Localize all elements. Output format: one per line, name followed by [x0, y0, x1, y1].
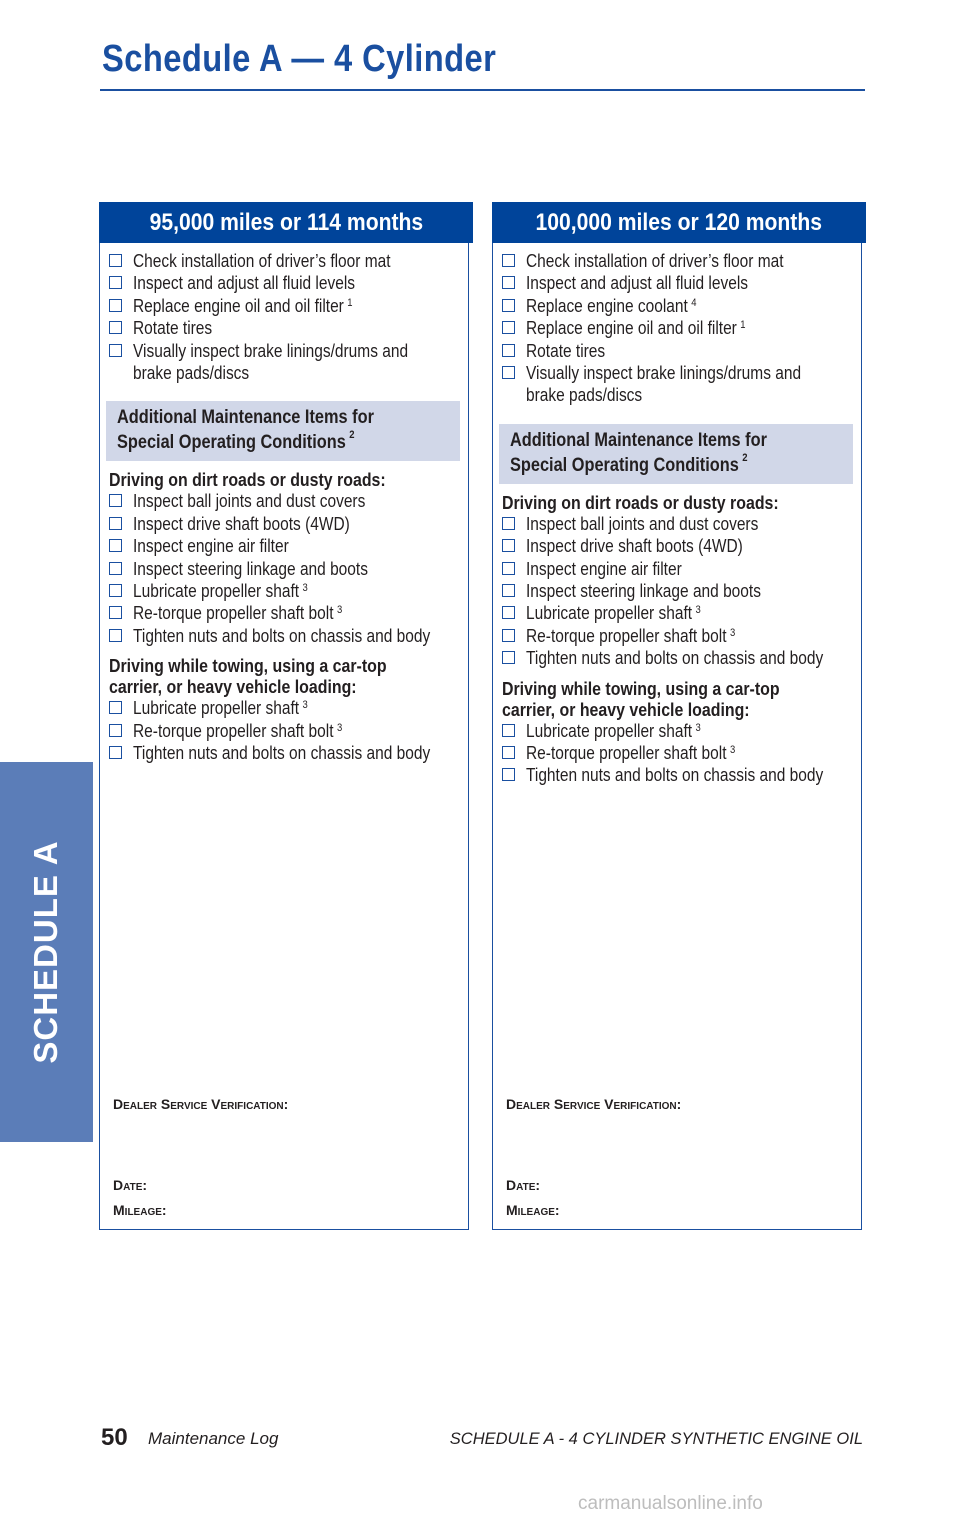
checkbox[interactable]	[502, 768, 515, 781]
checkbox[interactable]	[109, 276, 122, 289]
title-divider	[100, 89, 865, 91]
checkbox[interactable]	[502, 629, 515, 642]
footnote-marker: 4	[691, 296, 697, 309]
checklist-item-label: Rotate tires	[133, 318, 213, 339]
additional-items-panel	[106, 401, 460, 461]
service-column-2	[492, 202, 862, 1230]
checkbox[interactable]	[109, 517, 122, 530]
checklist-item-label: Lubricate propeller shaft $^3$	[526, 720, 701, 741]
checklist-item	[499, 580, 857, 602]
checklist-item	[106, 250, 464, 272]
checklist-item	[106, 625, 464, 647]
additional-items-subheading: Special Operating Conditions $^2$	[117, 429, 355, 454]
towing-heading: Driving while towing, using a car-top carrier, or heavy vehicle loading:	[502, 677, 780, 720]
additional-items-heading: Additional Maintenance Items for	[117, 407, 374, 429]
checklist-item-label: Inspect engine air filter	[133, 536, 289, 557]
dirt-roads-section	[499, 492, 857, 670]
checklist-item-label: Inspect drive shaft boots (4WD)	[526, 536, 743, 557]
checklist-item	[499, 602, 857, 624]
towing-heading: Driving while towing, using a car-top carrier, or heavy vehicle loading:	[109, 655, 387, 698]
checkbox[interactable]	[502, 321, 515, 334]
dealer-verification-label: Dealer Service Verification:	[113, 1096, 289, 1112]
watermark: carmanualsonline.info	[578, 1493, 763, 1514]
page-number: 50	[101, 1424, 128, 1451]
checkbox[interactable]	[502, 562, 515, 575]
date-label: Date:	[113, 1177, 148, 1193]
checklist-item-label-cont: brake pads/discs	[526, 385, 643, 406]
footnote-marker: 3	[336, 721, 343, 734]
checkbox[interactable]	[109, 724, 122, 737]
dealer-verification-label: Dealer Service Verification:	[506, 1096, 682, 1112]
checklist-item	[106, 697, 464, 719]
checklist-item-label: Lubricate propeller shaft $^3$	[526, 603, 701, 624]
checklist-item-label: Re-torque propeller shaft bolt $^3$	[526, 743, 736, 763]
checklist-item	[499, 340, 857, 362]
checkbox[interactable]	[109, 254, 122, 267]
checkbox[interactable]	[502, 539, 515, 552]
maintenance-list	[106, 250, 464, 384]
footnote-marker: 2	[349, 429, 355, 442]
checklist-item-label: Visually inspect brake linings/drums and	[133, 340, 409, 361]
footer-section-label: Maintenance Log	[148, 1429, 279, 1448]
checkbox[interactable]	[109, 701, 122, 714]
checklist-item	[499, 742, 857, 764]
checkbox[interactable]	[502, 746, 515, 759]
towing-section	[499, 678, 857, 787]
checklist-item	[499, 535, 857, 557]
checkbox[interactable]	[502, 344, 515, 357]
checklist-item-label: Replace engine oil and oil filter $^1$	[133, 295, 353, 316]
checklist-item	[106, 317, 464, 339]
checklist-item-label: Replace engine coolant $^4$	[526, 295, 697, 316]
checklist-item-label: Tighten nuts and bolts on chassis and body	[133, 625, 431, 646]
checklist-item	[106, 602, 464, 624]
checkbox[interactable]	[502, 724, 515, 737]
footnote-marker: 3	[729, 744, 736, 756]
checklist-item-label: Re-torque propeller shaft bolt $^3$	[133, 720, 343, 741]
checklist-item-label: Inspect engine air filter	[526, 558, 682, 579]
side-tab-label: SCHEDULE A	[27, 840, 64, 1064]
checklist-item	[499, 625, 857, 647]
checklist-item-label: Re-torque propeller shaft bolt $^3$	[526, 625, 736, 646]
footnote-marker: 3	[302, 699, 308, 712]
interval-header	[492, 202, 866, 243]
mileage-label: Mileage:	[113, 1202, 167, 1218]
checkbox[interactable]	[109, 344, 122, 357]
additional-items-panel	[499, 424, 853, 484]
checklist-item	[499, 764, 857, 786]
dirt-roads-heading: Driving on dirt roads or dusty roads:	[502, 491, 779, 513]
checklist-item-label: Rotate tires	[526, 340, 606, 361]
checklist-item-label: Tighten nuts and bolts on chassis and body	[526, 648, 824, 669]
footnote-marker: 3	[729, 626, 736, 639]
checkbox[interactable]	[109, 321, 122, 334]
checklist-item	[106, 272, 464, 294]
checklist-item	[106, 490, 464, 512]
service-column-1	[99, 202, 469, 1230]
maintenance-list	[499, 250, 857, 407]
checklist-item	[499, 295, 857, 317]
checklist-item-label: Check installation of driver’s floor mat	[526, 251, 784, 271]
footnote-marker: 3	[695, 721, 701, 734]
checklist-item	[499, 250, 857, 272]
checkbox[interactable]	[502, 651, 515, 664]
footnote-marker: 3	[302, 582, 308, 595]
additional-items-subheading: Special Operating Conditions $^2$	[510, 451, 748, 476]
checklist-item	[499, 362, 857, 407]
checkbox[interactable]	[109, 539, 122, 552]
checklist-item-label: Inspect and adjust all fluid levels	[526, 273, 749, 294]
additional-items-heading: Additional Maintenance Items for	[510, 429, 767, 451]
checklist-item-label-cont: brake pads/discs	[133, 363, 250, 384]
checklist-item-label: Tighten nuts and bolts on chassis and body	[133, 743, 431, 763]
checklist-item	[106, 535, 464, 557]
checklist-item	[106, 558, 464, 580]
checklist-item-label: Inspect ball joints and dust covers	[133, 491, 366, 512]
interval-header	[99, 202, 473, 243]
checklist-item-label: Inspect ball joints and dust covers	[526, 513, 759, 534]
checklist-item	[499, 317, 857, 339]
checklist-item-label: Inspect steering linkage and boots	[526, 581, 761, 602]
footnote-marker: 2	[742, 451, 748, 464]
checklist-item	[499, 272, 857, 294]
footer-schedule-label: SCHEDULE A - 4 CYLINDER SYNTHETIC ENGINE OIL	[449, 1430, 863, 1448]
checkbox[interactable]	[109, 494, 122, 507]
checkbox[interactable]	[502, 584, 515, 597]
interval-header-label: 95,000 miles or 114 months	[149, 209, 423, 236]
checklist-item	[106, 295, 464, 317]
checkbox[interactable]	[502, 606, 515, 619]
checklist-item	[106, 580, 464, 602]
checklist-item	[499, 513, 857, 535]
checklist-item	[106, 513, 464, 535]
side-tab	[0, 762, 93, 1142]
checkbox[interactable]	[502, 276, 515, 289]
checklist-item-label: Visually inspect brake linings/drums and	[526, 363, 802, 384]
checklist-item	[106, 720, 464, 742]
checklist-item-label: Inspect drive shaft boots (4WD)	[133, 513, 350, 534]
checkbox[interactable]	[502, 299, 515, 312]
checklist-item	[499, 558, 857, 580]
checkbox[interactable]	[109, 562, 122, 575]
checkbox[interactable]	[109, 606, 122, 619]
checklist-item	[106, 340, 464, 385]
checkbox[interactable]	[502, 366, 515, 379]
checkbox[interactable]	[502, 517, 515, 530]
checkbox[interactable]	[109, 299, 122, 312]
checklist-item-label: Tighten nuts and bolts on chassis and body	[526, 765, 824, 786]
checklist-item-label: Check installation of driver’s floor mat	[133, 251, 391, 271]
checklist-item-label: Replace engine oil and oil filter $^1$	[526, 318, 746, 339]
footnote-marker: 3	[336, 604, 343, 617]
checkbox[interactable]	[109, 746, 122, 759]
checklist-item-label: Re-torque propeller shaft bolt $^3$	[133, 603, 343, 624]
checklist-item	[499, 647, 857, 669]
checklist-item-label: Inspect and adjust all fluid levels	[133, 273, 356, 294]
checklist-item-label: Lubricate propeller shaft $^3$	[133, 581, 308, 602]
dirt-roads-section	[106, 469, 464, 647]
footnote-marker: 1	[347, 296, 353, 309]
checkbox[interactable]	[109, 584, 122, 597]
date-label: Date:	[506, 1177, 541, 1193]
footnote-marker: 3	[695, 604, 701, 617]
dirt-roads-heading: Driving on dirt roads or dusty roads:	[109, 469, 386, 491]
footnote-marker: 1	[740, 319, 746, 332]
interval-header-label: 100,000 miles or 120 months	[535, 209, 823, 236]
checkbox[interactable]	[109, 629, 122, 642]
checklist-item	[106, 742, 464, 764]
checklist-item-label: Inspect steering linkage and boots	[133, 558, 368, 579]
page-title: Schedule A — 4 Cylinder	[102, 38, 497, 80]
towing-section	[106, 655, 464, 764]
checkbox[interactable]	[502, 254, 515, 267]
mileage-label: Mileage:	[506, 1202, 560, 1218]
checklist-item	[499, 720, 857, 742]
checklist-item-label: Lubricate propeller shaft $^3$	[133, 698, 308, 719]
